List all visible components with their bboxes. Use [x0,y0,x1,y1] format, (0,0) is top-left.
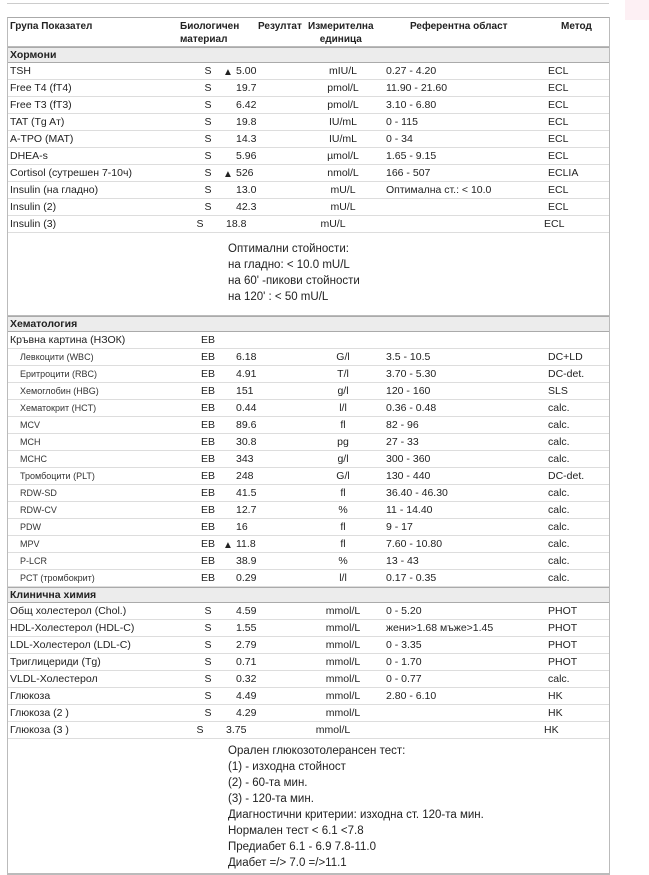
material: EB [200,555,215,567]
test-name: DHEA-s [10,150,48,162]
method: ECL [548,116,569,128]
header-group: Група Показател [10,21,93,32]
high-arrow-icon: ▲ [223,169,233,180]
unit: % [338,504,348,516]
result-value [236,419,256,431]
table-row [8,97,609,114]
result-text: 38.9 [236,555,257,567]
method: PHOT [548,605,578,617]
table-header [8,18,609,47]
table-row [8,722,609,739]
header-unit: Измерителна единица [308,21,374,45]
unit: mmol/L [325,639,361,651]
unit: mIU/L [328,65,357,77]
test-name: MPV [20,539,40,549]
reference-range: 13 - 43 [386,555,419,567]
test-name: P-LCR [20,556,48,566]
result-text: 0.44 [236,402,257,414]
section-header: Клинична химия [8,587,609,603]
note-line: (3) - 120-та мин. [228,793,314,805]
method: ECL [548,99,569,111]
material: S [204,673,212,685]
test-name: Кръвна картина (НЗОК) [10,334,126,346]
result-value [236,385,254,397]
result-text: 526 [236,167,254,179]
unit: fl [340,487,346,499]
result-text: 5.00 [236,65,257,77]
test-name: Free T4 (fT4) [10,82,72,94]
result-text: 1.55 [236,622,257,634]
unit: mmol/L [325,673,361,685]
table-row [8,349,609,366]
result-text: 42.3 [236,201,257,213]
test-name: MCV [20,420,40,430]
test-name: Insulin (3) [10,218,57,230]
test-name: Глюкоза (3 ) [10,724,69,736]
unit: IU/mL [328,116,357,128]
result-text: 19.7 [236,82,257,94]
reference-range: 0 - 5.20 [386,605,422,617]
result-value [236,656,256,668]
test-name: Левкоцити (WBC) [20,352,94,362]
unit: mU/L [330,201,356,213]
unit: mmol/L [325,690,361,702]
test-name: RDW-CV [20,505,57,515]
result-text: 4.91 [236,368,257,380]
result-value [236,690,256,702]
reference-range: 0 - 1.70 [386,656,422,668]
result-text: 248 [236,470,254,482]
test-name: Хематокрит (HCT) [20,403,97,413]
test-name: Хемоглобин (HBG) [20,386,99,396]
reference-range: Оптимална ст.: < 10.0 [386,184,492,196]
method: SLS [548,385,568,397]
table-row [8,148,609,165]
method: calc. [548,572,570,584]
result-value [226,218,246,230]
reference-range: 3.70 - 5.30 [386,368,437,380]
material: EB [200,402,215,414]
note-line: (1) - изходна стойност [228,761,346,773]
result-value [236,555,256,567]
reference-range: 3.10 - 6.80 [386,99,437,111]
result-value [236,201,256,213]
result-text: 0.32 [236,673,257,685]
method: ECLIA [548,167,579,179]
method: DC+LD [548,351,583,363]
result-text: 3.75 [226,724,247,736]
material: EB [200,504,215,516]
unit: fl [340,521,346,533]
test-name: Глюкоза (2 ) [10,707,69,719]
reference-range: 120 - 160 [386,385,431,397]
table-row [8,199,609,216]
method: ECL [548,201,569,213]
method: calc. [548,402,570,414]
method: calc. [548,436,570,448]
material: S [204,167,212,179]
result-value [236,436,256,448]
test-name: MCHC [20,454,47,464]
material: EB [200,419,215,431]
method: DC-det. [548,368,585,380]
table-row [8,603,609,620]
section-header: Хормони [8,47,609,63]
material: S [204,656,212,668]
reference-range: 0 - 3.35 [386,639,422,651]
material: S [204,622,212,634]
reference-range: 1.65 - 9.15 [386,150,437,162]
result-text: 14.3 [236,133,257,145]
material: S [204,65,212,77]
material: S [204,201,212,213]
method: ECL [548,184,569,196]
result-text: 6.42 [236,99,257,111]
results-table [7,17,610,875]
reference-range: 300 - 360 [386,453,431,465]
result-text: 151 [236,385,254,397]
note-box [8,233,609,316]
unit: mU/L [330,184,356,196]
reference-range: 0 - 115 [386,116,418,128]
result-value [223,167,254,180]
method: ECL [548,133,569,145]
result-value [236,622,256,634]
material: S [204,184,212,196]
note-line: Оптимални стойности: [228,243,349,255]
material: EB [200,351,215,363]
material: S [196,724,204,736]
reference-range: жени>1.68 мъже>1.45 [386,622,494,634]
table-row [8,114,609,131]
result-value [236,453,254,465]
test-name: MCH [20,437,41,447]
result-text: 89.6 [236,419,257,431]
result-value [236,402,256,414]
reference-range: 11.90 - 21.60 [386,82,448,94]
reference-range: 0.27 - 4.20 [386,65,437,77]
method: calc. [548,555,570,567]
method: HK [548,707,563,719]
test-name: VLDL-Холестерол [10,673,98,685]
test-name: HDL-Холестерол (HDL-C) [10,622,135,634]
result-text: 4.49 [236,690,257,702]
result-value [236,116,256,128]
method: HK [544,724,559,736]
reference-range: 2.80 - 6.10 [386,690,437,702]
table-row [8,654,609,671]
table-row [8,570,609,587]
result-value [236,150,256,162]
test-name: Еритроцити (RBC) [20,369,97,379]
result-value [236,673,256,685]
unit: fl [340,419,346,431]
unit: mmol/L [325,656,361,668]
material: EB [200,521,215,533]
table-row [8,536,609,553]
test-name: PCT (тромбокрит) [20,573,95,583]
method: calc. [548,673,570,685]
result-text: 41.5 [236,487,257,499]
reference-range: 36.40 - 46.30 [386,487,448,499]
method: ECL [544,218,565,230]
result-value [236,487,256,499]
material: EB [200,538,215,550]
note-line: Нормален тест < 6.1 <7.8 [228,825,364,837]
test-name: Insulin (2) [10,201,57,213]
unit: mmol/L [315,724,351,736]
result-value [236,351,256,363]
material: EB [200,334,215,346]
method: HK [548,690,563,702]
unit: mmol/L [325,707,361,719]
result-text: 6.18 [236,351,257,363]
unit: IU/mL [328,133,357,145]
test-name: TSH [10,65,31,77]
reference-range: 0.36 - 0.48 [386,402,437,414]
table-row [8,637,609,654]
result-value [236,605,256,617]
material: EB [200,470,215,482]
unit: g/l [337,385,349,397]
section-header: Хематология [8,316,609,332]
unit: l/l [339,572,347,584]
table-row [8,519,609,536]
table-row [8,383,609,400]
header-material: Биологичен материал [180,21,240,45]
unit: % [338,555,348,567]
high-arrow-icon: ▲ [223,540,233,551]
reference-range: 27 - 33 [386,436,419,448]
result-value [236,504,256,516]
material: EB [200,385,215,397]
material: EB [200,453,215,465]
test-name: TAT (Tg Aт) [10,116,65,128]
test-name: A-TPO (MAT) [10,133,74,145]
table-row [8,131,609,148]
result-value [223,65,257,78]
method: ECL [548,65,569,77]
result-value [236,639,256,651]
result-text: 18.8 [226,218,247,230]
reference-range: 9 - 17 [386,521,413,533]
unit: g/l [337,453,349,465]
header-reference: Референтна област [410,21,508,32]
result-value [236,572,256,584]
result-value [236,82,256,94]
table-row [8,417,609,434]
test-name: Триглицериди (Tg) [10,656,101,668]
result-value [236,368,256,380]
result-value [236,184,256,196]
reference-range: 82 - 96 [386,419,419,431]
test-name: Глюкоза [10,690,51,702]
reference-range: 11 - 14.40 [386,504,433,516]
note-line: Диагностични критерии: изходна ст. 120-та мин. [228,809,484,821]
table-row [8,332,609,349]
unit: l/l [339,402,347,414]
result-value [226,724,246,736]
material: S [204,707,212,719]
table-row [8,468,609,485]
table-row [8,366,609,383]
material: S [204,639,212,651]
material: S [204,99,212,111]
method: ECL [548,82,569,94]
page-edge [625,0,649,20]
reference-range: 166 - 507 [386,167,431,179]
method: calc. [548,419,570,431]
table-row [8,182,609,199]
method: calc. [548,521,570,533]
reference-range: 7.60 - 10.80 [386,538,443,550]
result-text: 19.8 [236,116,257,128]
reference-range: 0.17 - 0.35 [386,572,437,584]
reference-range: 0 - 0.77 [386,673,422,685]
unit: G/l [336,351,350,363]
method: PHOT [548,639,578,651]
material: S [204,605,212,617]
material: EB [200,572,215,584]
result-text: 2.79 [236,639,257,651]
test-name: LDL-Холестерол (LDL-C) [10,639,131,651]
result-value [236,99,256,111]
table-row [8,688,609,705]
table-row [8,165,609,182]
unit: pmol/L [327,82,359,94]
note-line: на 120' : < 50 mU/L [228,291,329,303]
result-text: 16 [236,521,248,533]
unit: T/l [337,368,349,380]
note-line: Орален глюкозотолерансен тест: [228,745,406,757]
result-text: 11.8 [236,538,256,550]
note-line: на гладно: < 10.0 mU/L [228,259,350,271]
result-text: 30.8 [236,436,257,448]
test-name: Общ холестерол (Chol.) [10,605,127,617]
header-method: Метод [561,21,592,32]
table-row [8,216,609,233]
unit: mmol/L [325,605,361,617]
method: PHOT [548,656,578,668]
material: EB [200,436,215,448]
material: S [204,150,212,162]
result-text: 5.96 [236,150,257,162]
table-row [8,400,609,417]
table-row [8,620,609,637]
result-text: 13.0 [236,184,257,196]
method: calc. [548,487,570,499]
result-text: 4.29 [236,707,257,719]
reference-range: 0 - 34 [386,133,413,145]
unit: nmol/L [327,167,359,179]
method: calc. [548,453,570,465]
unit: pg [337,436,349,448]
unit: mU/L [320,218,346,230]
test-name: Insulin (на гладно) [10,184,99,196]
unit: fl [340,538,346,550]
method: calc. [548,504,570,516]
note-line: (2) - 60-та мин. [228,777,308,789]
method: ECL [548,150,569,162]
test-name: Тромбоцити (PLT) [20,471,95,481]
note-line: Диабет =/> 7.0 =/>11.1 [228,857,347,869]
table-row [8,671,609,688]
table-row [8,80,609,97]
result-value [236,133,256,145]
method: DC-det. [548,470,585,482]
high-arrow-icon: ▲ [223,67,233,78]
material: S [204,82,212,94]
table-row [8,451,609,468]
result-text: 343 [236,453,254,465]
material: S [204,116,212,128]
test-name: Cortisol (сутрешен 7-10ч) [10,167,132,179]
test-name: PDW [20,522,41,532]
result-value [236,470,254,482]
unit: mmol/L [325,622,361,634]
result-value [236,521,248,533]
material: EB [200,368,215,380]
unit: µmol/L [327,150,359,162]
unit: G/l [336,470,350,482]
reference-range: 3.5 - 10.5 [386,351,431,363]
material: EB [200,487,215,499]
method: PHOT [548,622,578,634]
note-line: на 60' -пикови стойности [228,275,360,287]
table-row [8,705,609,722]
result-value [223,538,256,551]
result-text: 12.7 [236,504,257,516]
result-text: 4.59 [236,605,257,617]
note-box [8,739,609,874]
material: S [204,133,212,145]
method: calc. [548,538,570,550]
result-value [236,707,256,719]
table-row [8,434,609,451]
material: S [196,218,204,230]
table-row [8,553,609,570]
result-text: 0.29 [236,572,257,584]
header-result: Резултат [258,21,302,32]
test-name: RDW-SD [20,488,57,498]
material: S [204,690,212,702]
unit: pmol/L [327,99,359,111]
test-name: Free T3 (fT3) [10,99,72,111]
top-divider [7,3,609,4]
reference-range: 130 - 440 [386,470,431,482]
table-row [8,63,609,80]
result-text: 0.71 [236,656,257,668]
table-row [8,502,609,519]
table-row [8,485,609,502]
note-line: Предиабет 6.1 - 6.9 7.8-11.0 [228,841,377,853]
